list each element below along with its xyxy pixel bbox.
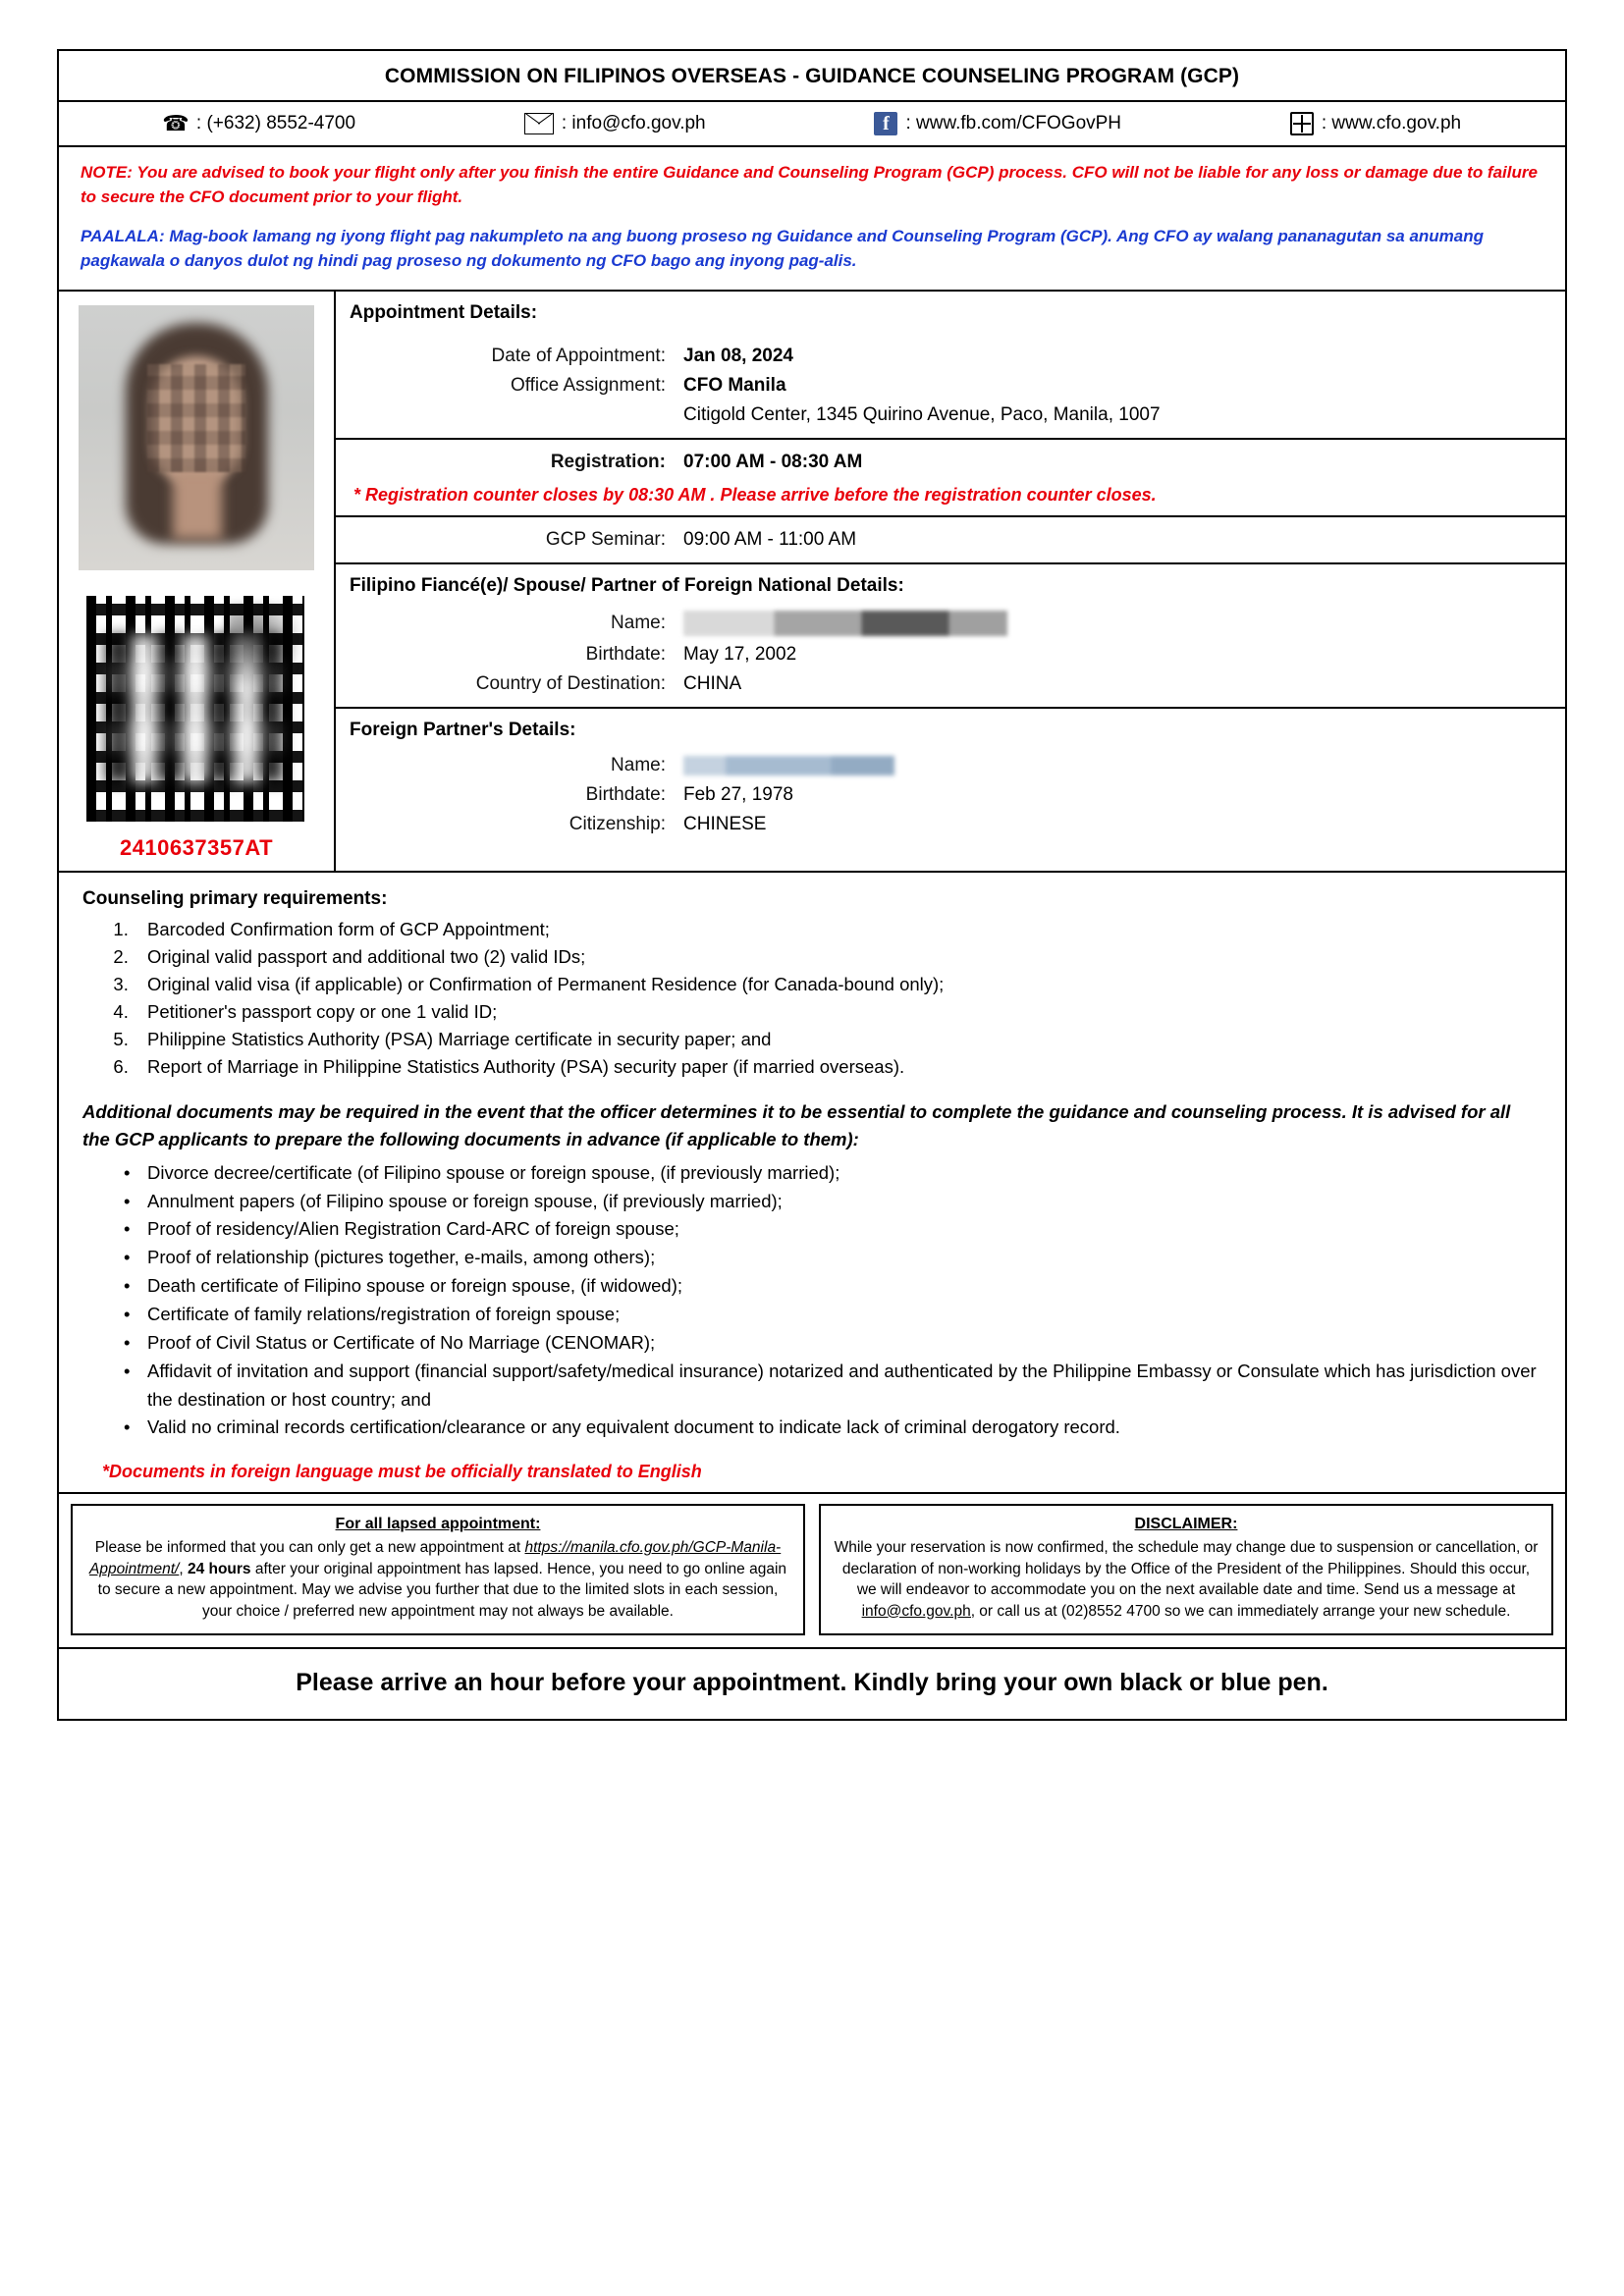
requirement-text: Original valid visa (if applicable) or Confirmation of Permanent Residence (for Canada-bound only); — [147, 973, 945, 994]
list-item — [134, 1329, 1542, 1358]
foreign-birthdate-value: Feb 27, 1978 — [683, 783, 793, 805]
list-item — [134, 1053, 1542, 1081]
filipino-birthdate-row — [336, 640, 1565, 669]
requirement-text: Original valid passport and additional two (2) valid IDs; — [147, 945, 586, 967]
foreign-birthdate-label: Birthdate: — [585, 783, 666, 805]
additional-document-text: Proof of residency/Alien Registration Card-ARC of foreign spouse; — [147, 1218, 679, 1240]
additional-document-text: Proof of Civil Status or Certificate of No Marriage (CENOMAR); — [147, 1331, 656, 1353]
contact-phone-text: : (+632) 8552-4700 — [195, 113, 356, 133]
email-icon — [524, 113, 554, 134]
disclaimer-title: DISCLAIMER: — [1134, 1516, 1238, 1533]
contact-facebook — [874, 112, 1121, 135]
registration-label: Registration: — [550, 451, 666, 472]
list-item — [134, 1301, 1542, 1329]
lapsed-body-2: , — [179, 1560, 188, 1577]
additional-documents-list — [82, 1159, 1542, 1443]
barcode-id: 2410637357AT — [119, 834, 274, 860]
lapsed-appointment-box — [71, 1504, 805, 1635]
contact-email-text: : info@cfo.gov.ph — [561, 113, 706, 133]
list-item — [134, 971, 1542, 998]
notice-block — [59, 147, 1565, 292]
list-item — [134, 1414, 1542, 1442]
list-item — [134, 1215, 1542, 1244]
lapsed-body-1: Please be informed that you can only get a new appointment at — [94, 1539, 525, 1557]
destination-label: Country of Destination: — [475, 672, 666, 694]
seminar-label: GCP Seminar: — [545, 528, 666, 550]
filipino-name-label: Name: — [611, 612, 666, 633]
destination-row — [336, 669, 1565, 707]
contact-website — [1290, 112, 1461, 135]
filipino-birthdate-value: May 17, 2002 — [683, 643, 797, 665]
lapsed-link[interactable]: https://manila.cfo.gov.ph/GCP-Manila-Appointment/ — [88, 1539, 782, 1577]
office-assignment-label: Office Assignment: — [510, 374, 666, 396]
foreign-name-row — [336, 751, 1565, 780]
appointment-section-title: Appointment Details: — [350, 301, 538, 323]
contact-bar — [59, 100, 1565, 147]
redacted-foreign-name — [683, 756, 894, 775]
office-assignment-value: CFO Manila — [683, 374, 786, 396]
lapsed-bold-hours: 24 hours — [187, 1560, 251, 1577]
foreign-birthdate-row — [336, 780, 1565, 810]
office-address-value: Citigold Center, 1345 Quirino Avenue, Paco, Manila, 1007 — [683, 403, 1161, 425]
qr-code — [79, 594, 314, 829]
list-item — [134, 1026, 1542, 1053]
details-section — [59, 292, 1565, 873]
requirements-title: Counseling primary requirements: — [82, 887, 388, 909]
list-item — [134, 1159, 1542, 1188]
list-item — [134, 1358, 1542, 1415]
phone-icon: ☎ — [162, 111, 189, 135]
filipino-party-section-title: Filipino Fiancé(e)/ Spouse/ Partner of Foreign National Details: — [350, 574, 904, 596]
filipino-name-row — [336, 607, 1565, 640]
citizenship-value: CHINESE — [683, 813, 767, 834]
disclaimer-body-1: While your reservation is now confirmed, the schedule may change due to suspension or cancellation, or declaration of non-working holidays by the Office of the President of the Philippines. Should this occur, we will endeavor to accommodate you on the next available date and time. Send us a message at — [834, 1539, 1539, 1599]
foreign-name-value — [683, 755, 1551, 776]
disclaimer-box — [819, 1504, 1553, 1635]
citizenship-row — [336, 810, 1565, 847]
requirements-section — [59, 873, 1565, 1495]
applicant-photo — [79, 305, 314, 570]
additional-document-text: Divorce decree/certificate (of Filipino spouse or foreign spouse, (if previously married); — [147, 1161, 840, 1183]
lapsed-title: For all lapsed appointment: — [335, 1516, 541, 1533]
additional-document-text: Proof of relationship (pictures together, e-mails, among others); — [147, 1247, 656, 1268]
contact-website-text: : www.cfo.gov.ph — [1321, 113, 1462, 133]
notice-filipino: PAALALA: Mag-book lamang ng iyong flight pag nakumpleto na ang buong proseso ng Guidance and Counseling Program (GCP). Ang CFO ay walang pananagutan sa anumang pagkawala o danyos dulot ng hindi pag proseso ng dokumento ng CFO bago ang inyong pag-alis. — [81, 227, 1485, 270]
requirement-text: Report of Marriage in Philippine Statistics Authority (PSA) security paper (if married overseas). — [147, 1056, 905, 1078]
document-frame — [57, 49, 1567, 1721]
requirement-text: Barcoded Confirmation form of GCP Appointment; — [147, 918, 550, 939]
notice-english: NOTE: You are advised to book your flight only after you finish the entire Guidance and Counseling Program (GCP) process. CFO will not be liable for any loss or damage due to failure to secure the CFO document prior to your flight. — [81, 163, 1538, 206]
registration-note: * Registration counter closes by 08:30 AM . Please arrive before the registration counter closes. — [353, 484, 1157, 505]
disclaimer-email-link[interactable]: info@cfo.gov.ph, — [861, 1602, 975, 1620]
registration-value: 07:00 AM - 08:30 AM — [683, 451, 863, 472]
contact-email — [524, 113, 706, 134]
list-item — [134, 1272, 1542, 1301]
requirement-text: Petitioner's passport copy or one 1 valid ID; — [147, 1000, 498, 1022]
requirement-text: Philippine Statistics Authority (PSA) Marriage certificate in security paper; and — [147, 1029, 772, 1049]
office-address-row — [336, 400, 1565, 438]
list-item — [134, 998, 1542, 1026]
additional-document-text: Valid no criminal records certification/clearance or any equivalent document to indicate lack of criminal derogatory record. — [147, 1416, 1120, 1438]
disclaimer-body-2: or call us at (02)8552 4700 so we can immediately arrange your new schedule. — [975, 1602, 1511, 1620]
additional-document-text: Certificate of family relations/registration of foreign spouse; — [147, 1304, 621, 1325]
bottom-boxes — [59, 1494, 1565, 1649]
website-icon — [1290, 112, 1314, 135]
appointment-date-value: Jan 08, 2024 — [683, 345, 793, 366]
appointment-date-label: Date of Appointment: — [491, 345, 666, 366]
redacted-name — [683, 611, 1007, 636]
filipino-birthdate-label: Birthdate: — [585, 643, 666, 665]
seminar-row — [336, 517, 1565, 562]
lapsed-body-3: after your original appointment has lapsed. Hence, you need to go online again to secure a new appointment. May we advise you further that due to the limited slots in each session, your choice / preferred new appointment may not always be available. — [97, 1560, 787, 1620]
list-item — [134, 943, 1542, 971]
translation-note: *Documents in foreign language must be officially translated to English — [102, 1462, 702, 1482]
photo-barcode-column — [59, 292, 336, 871]
additional-document-text: Death certificate of Filipino spouse or foreign spouse, (if widowed); — [147, 1275, 682, 1297]
facebook-icon: f — [874, 112, 897, 135]
details-column — [336, 292, 1565, 871]
page-title: COMMISSION ON FILIPINOS OVERSEAS - GUIDANCE COUNSELING PROGRAM (GCP) — [384, 65, 1240, 87]
footer-note: Please arrive an hour before your appointment. Kindly bring your own black or blue pen. — [296, 1668, 1328, 1696]
appointment-date-row — [336, 334, 1565, 371]
citizenship-label: Citizenship: — [568, 813, 666, 834]
contact-facebook-text: : www.fb.com/CFOGovPH — [905, 113, 1122, 133]
requirements-list — [82, 916, 1542, 1082]
foreign-party-section-title: Foreign Partner's Details: — [350, 719, 576, 740]
list-item — [134, 1244, 1542, 1272]
additional-documents-intro: Additional documents may be required in the event that the officer determines it to be essential to complete the guidance and counseling process. It is advised for all the GCP applicants to prepare the following documents in advance (if applicable to them): — [82, 1101, 1511, 1149]
registration-row — [336, 440, 1565, 477]
list-item — [134, 916, 1542, 943]
additional-document-text: Affidavit of invitation and support (financial support/safety/medical insurance) notarized and authenticated by the Philippine Embassy or Consulate which has jurisdiction over the destination or host country; and — [147, 1360, 1537, 1410]
seminar-value: 09:00 AM - 11:00 AM — [683, 528, 857, 550]
office-assignment-row — [336, 371, 1565, 400]
additional-document-text: Annulment papers (of Filipino spouse or foreign spouse, (if previously married); — [147, 1190, 783, 1211]
destination-value: CHINA — [683, 672, 742, 694]
contact-phone — [163, 112, 355, 135]
filipino-name-value — [683, 611, 1551, 636]
foreign-name-label: Name: — [611, 754, 666, 775]
list-item — [134, 1188, 1542, 1216]
